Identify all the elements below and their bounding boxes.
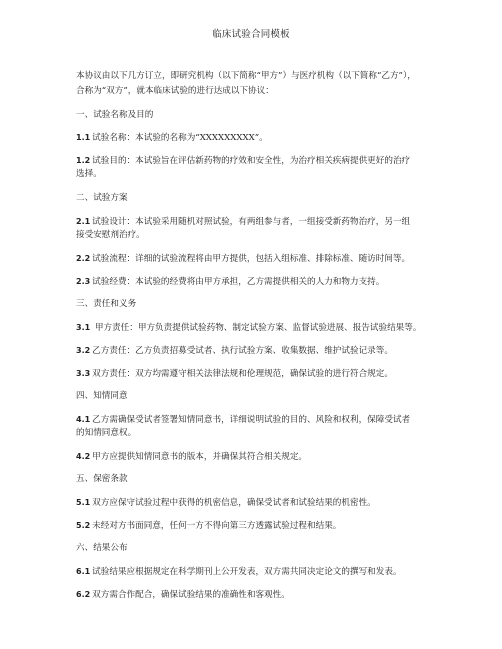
document-title: 临床试验合同模板 (212, 29, 290, 40)
intro-line-2: 合称为“双方”，就本临床试验的进行达成以下协议： (76, 86, 274, 96)
clause-number: 5.2 (76, 521, 91, 530)
clause-4-1-cont: 的知情同意权。 (76, 428, 137, 438)
section-heading-6: 六、结果公布 (76, 543, 128, 553)
clause-number: 4.2 (76, 452, 91, 461)
clause-text: 试验设计：本试验采用随机对照试验，有两组参与者，一组接受新药物治疗，另一组 (92, 217, 411, 227)
clause-1-1 (76, 132, 268, 144)
clause-5-2 (76, 520, 341, 532)
clause-4-2 (76, 451, 307, 463)
clause-number: 6.2 (76, 590, 91, 599)
clause-text: 未经对方书面同意，任何一方不得向第三方透露试验过程和结果。 (92, 521, 342, 531)
clause-text: 试验名称：本试验的名称为“XXXXXXXXX”。 (92, 133, 268, 143)
clause-3-2 (76, 345, 393, 357)
clause-6-1 (76, 566, 402, 578)
clause-2-1 (76, 216, 410, 228)
clause-text: 甲方责任：甲方负责提供试验药物、制定试验方案、监督试验进展、报告试验结果等。 (92, 323, 422, 333)
clause-2-1-cont: 接受安慰剂治疗。 (76, 230, 145, 240)
clause-2-2 (76, 253, 410, 265)
section-heading-2: 二、试验方案 (76, 193, 128, 203)
clause-text: 甲方应提供知情同意书的版本，并确保其符合相关规定。 (92, 452, 308, 462)
clause-number: 2.1 (76, 217, 91, 226)
section-heading-4: 四、知情同意 (76, 391, 128, 401)
clause-number: 3.1 (76, 323, 91, 332)
clause-1-2-cont: 选择。 (76, 169, 102, 179)
clause-text: 试验结果应根据规定在科学期刊上公开发表，双方需共同决定论文的撰写和发表。 (92, 567, 402, 577)
clause-5-1 (76, 497, 376, 509)
clause-number: 3.2 (76, 346, 91, 355)
clause-number: 1.1 (76, 133, 91, 142)
section-heading-5: 五、保密条款 (76, 474, 128, 484)
clause-6-2 (76, 589, 290, 601)
section-heading-3: 三、责任和义务 (76, 299, 137, 309)
clause-text: 试验经费：本试验的经费将由甲方承担，乙方需提供相关的人力和物力支持。 (92, 277, 385, 287)
clause-number: 2.3 (76, 277, 91, 286)
clause-4-1 (76, 414, 410, 426)
clause-text: 双方责任：双方均需遵守相关法律法规和伦理规范，确保试验的进行符合规定。 (92, 369, 393, 379)
clause-2-3 (76, 276, 384, 288)
clause-3-1 (76, 322, 421, 334)
clause-text: 乙方需确保受试者签署知情同意书，详细说明试验的目的、风险和权利，保障受试者 (92, 415, 411, 425)
clause-text: 试验目的：本试验旨在评估新药物的疗效和安全性，为治疗相关疾病提供更好的治疗 (92, 156, 411, 166)
clause-number: 1.2 (76, 156, 91, 165)
clause-number: 6.1 (76, 567, 91, 576)
clause-text: 乙方责任：乙方负责招募受试者、执行试验方案、收集数据、维护试验记录等。 (92, 346, 393, 356)
clause-number: 4.1 (76, 415, 91, 424)
clause-3-3 (76, 368, 393, 380)
clause-1-2 (76, 155, 410, 167)
clause-text: 试验流程：详细的试验流程将由甲方提供，包括入组标准、排除标准、随访时间等。 (92, 254, 411, 264)
clause-number: 3.3 (76, 369, 91, 378)
clause-number: 5.1 (76, 498, 91, 507)
section-heading-1: 一、试验名称及目的 (76, 110, 154, 120)
intro-line-1: 本协议由以下几方订立，即研究机构（以下简称“甲方”）与医疗机构（以下简称“乙方”）， (76, 71, 416, 81)
clause-number: 2.2 (76, 254, 91, 263)
clause-text: 双方应保守试验过程中获得的机密信息，确保受试者和试验结果的机密性。 (92, 498, 376, 508)
clause-text: 双方需合作配合，确保试验结果的准确性和客观性。 (92, 590, 290, 600)
